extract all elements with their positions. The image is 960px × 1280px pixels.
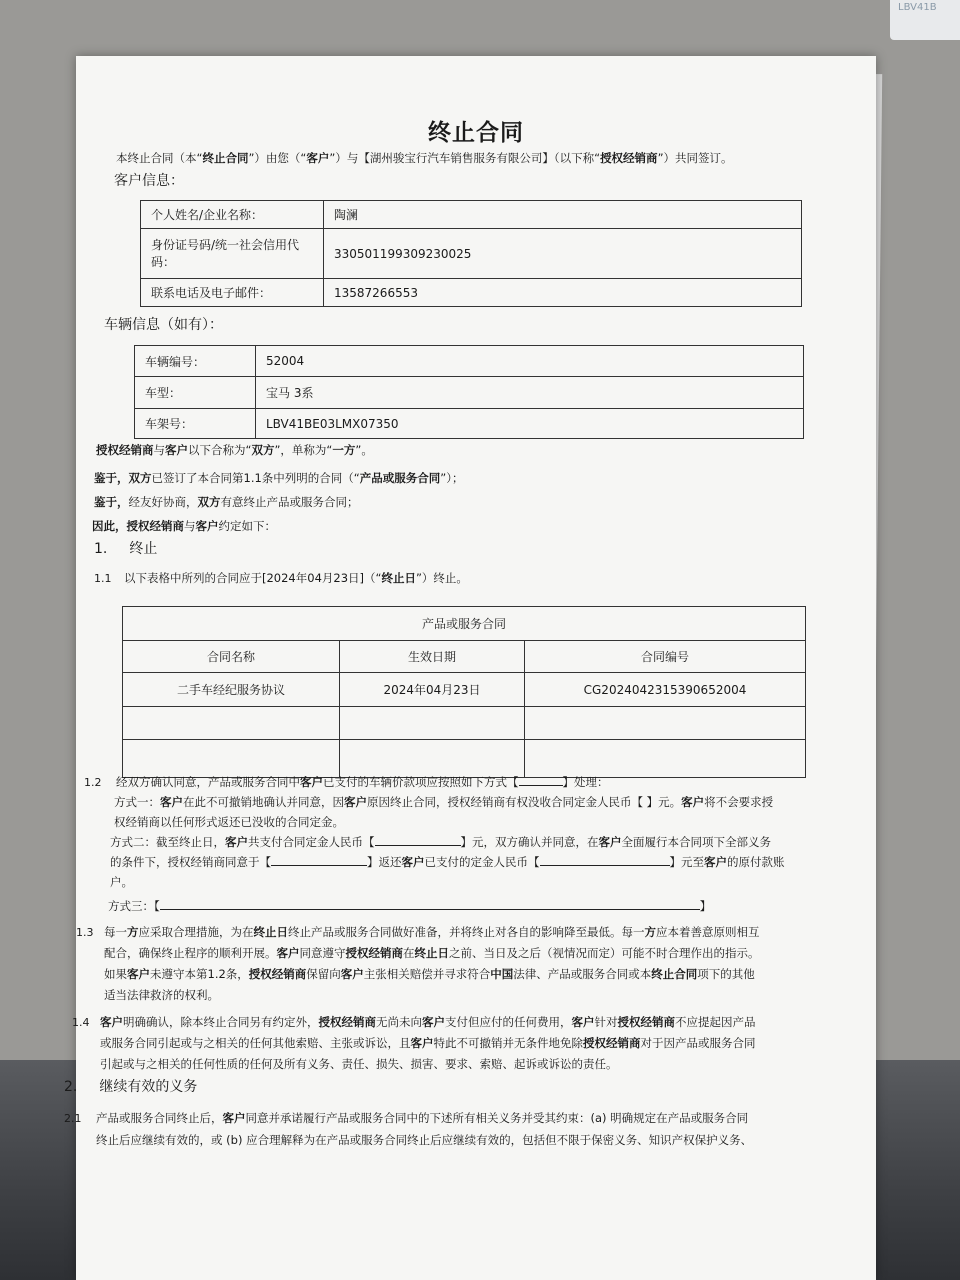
- table-row: [135, 346, 804, 377]
- clause-2-1: 2.1 产品或服务合同终止后，客户同意并承诺履行产品或服务合同中的下述所有相关义务并受其约束：(a) 明确规定在产品或服务合同: [64, 1111, 749, 1125]
- recital-1: 鉴于，双方已签订了本合同第1.1条中列明的合同（“产品或服务合同”）；: [94, 471, 464, 485]
- table-cell: [123, 707, 340, 740]
- table-row: [141, 229, 802, 279]
- section-1-heading: [94, 538, 157, 558]
- clause-1-2: 1.2 经双方确认同意，产品或服务合同中客户已支付的车辆价款项应按照如下方式【 】处理：: [84, 775, 609, 789]
- field-value: 宝马 3系: [256, 377, 804, 409]
- table-cell: [340, 707, 525, 740]
- table-header-row: [123, 641, 806, 673]
- clause-1-4-line3: 引起或与之相关的任何性质的任何及所有义务、责任、损失、损害、要求、索赔、起诉或诉讼的责任。: [100, 1057, 618, 1071]
- field-value: 13587266553: [324, 279, 802, 307]
- clause-1-1: 1.1 以下表格中所列的合同应于[2024年04月23日]（“终止日”）终止。: [94, 571, 468, 585]
- table-row: [135, 377, 804, 409]
- intro-line: 本终止合同（本“终止合同”）由您（“客户”）与【湖州骏宝行汽车销售服务有限公司】（以下称“授权经销商”）共同签订。: [116, 151, 733, 165]
- blank-field[interactable]: [375, 833, 461, 846]
- method-3: 方式三：【 】: [108, 899, 712, 913]
- clause-1-3-line4: 适当法律救济的权利。: [104, 988, 219, 1002]
- recital-3: 因此，授权经销商与客户约定如下：: [92, 519, 276, 533]
- section-2-heading: [64, 1076, 197, 1096]
- table-cell: 2024年04月23日: [340, 673, 525, 707]
- clause-1-3-line3: 如果客户未遵守本第1.2条，授权经销商保留向客户主张相关赔偿并寻求符合中国法律、产品或服务合同或本终止合同项下的其他: [104, 967, 755, 981]
- field-label: 身份证号码/统一社会信用代码：: [141, 229, 324, 279]
- section-title: 终止: [129, 541, 158, 557]
- customer-info-table: [140, 200, 802, 307]
- table-cell: [525, 707, 806, 740]
- table-cell: CG2024042315390652004: [525, 673, 806, 707]
- method-2-cont: 的条件下，授权经销商同意于【 】返还客户已支付的定金人民币【 】元至客户的原付款账: [110, 855, 785, 869]
- field-value: 陶澜: [324, 201, 802, 229]
- column-header: 合同编号: [525, 641, 806, 673]
- clause-1-4: 1.4 客户明确确认，除本终止合同另有约定外，授权经销商无尚未向客户支付但应付的任何费用，客户针对授权经销商不应提起因产品: [72, 1015, 756, 1029]
- blank-field[interactable]: [540, 853, 670, 866]
- background-label: LBV41B: [890, 0, 960, 40]
- section-title: 继续有效的义务: [99, 1079, 198, 1095]
- field-label: 联系电话及电子邮件：: [141, 279, 324, 307]
- recital-2: 鉴于，经友好协商，双方有意终止产品或服务合同；: [94, 495, 359, 509]
- method-2: 方式二：截至终止日，客户共支付合同定金人民币【 】元，双方确认并同意，在客户全面履行本合同项下全部义务: [110, 835, 771, 849]
- column-header: 生效日期: [340, 641, 525, 673]
- table-cell: 二手车经纪服务协议: [123, 673, 340, 707]
- clause-1-3: 1.3 每一方应采取合理措施，为在终止日终止产品或服务合同做好准备，并将终止对各自的影响降至最低。每一方应本着善意原则相互: [76, 925, 760, 939]
- method-2-cont-2: 户。: [110, 875, 133, 889]
- clause-1-3-line2: 配合，确保终止程序的顺利开展。客户同意遵守授权经销商在终止日之前、当日及之后（视情况而定）可能不时合理作出的指示。: [104, 946, 760, 960]
- document-title: 终止合同: [428, 120, 524, 146]
- document-page: [64, 56, 876, 1280]
- blank-field[interactable]: [519, 773, 563, 786]
- vehicle-info-table: [134, 345, 804, 439]
- blank-field[interactable]: [160, 897, 700, 910]
- table-row: [123, 707, 806, 740]
- field-value: 52004: [256, 346, 804, 377]
- method-1-cont: 权经销商以任何形式返还已没收的合同定金。: [114, 815, 344, 829]
- blank-field[interactable]: [271, 853, 367, 866]
- method-1: 方式一：客户在此不可撤销地确认并同意，因客户原因终止合同，授权经销商有权没收合同定金人民币【 】元。客户将不会要求授: [114, 795, 774, 809]
- field-label: 车型：: [135, 377, 256, 409]
- table-row: [135, 409, 804, 439]
- table-row: [123, 673, 806, 707]
- field-value: 330501199309230025: [324, 229, 802, 279]
- field-label: 个人姓名/企业名称：: [141, 201, 324, 229]
- clause-2-1-line2: 终止后应继续有效的，或 (b) 应合理解释为在产品或服务合同终止后应继续有效的，包括但不限于保密义务、知识产权保护义务、: [96, 1133, 753, 1147]
- section-number: 2.: [64, 1079, 78, 1095]
- field-value: LBV41BE03LMX07350: [256, 409, 804, 439]
- table-caption-row: [123, 607, 806, 641]
- field-label: 车辆编号：: [135, 346, 256, 377]
- vehicle-info-heading: 车辆信息（如有）：: [104, 317, 223, 333]
- table-row: [141, 201, 802, 229]
- table-caption: 产品或服务合同: [123, 607, 806, 641]
- table-row: [141, 279, 802, 307]
- contract-table: [122, 606, 806, 778]
- parties-definition: 授权经销商与客户以下合称为“双方”，单称为“一方”。: [96, 443, 373, 457]
- clause-1-4-line2: 或服务合同引起或与之相关的任何其他索赔、主张或诉讼，且客户特此不可撤销并无条件地免除授权经销商对于因产品或服务合同: [100, 1036, 756, 1050]
- section-number: 1.: [94, 541, 108, 557]
- customer-info-heading: 客户信息：: [114, 173, 184, 189]
- column-header: 合同名称: [123, 641, 340, 673]
- field-label: 车架号：: [135, 409, 256, 439]
